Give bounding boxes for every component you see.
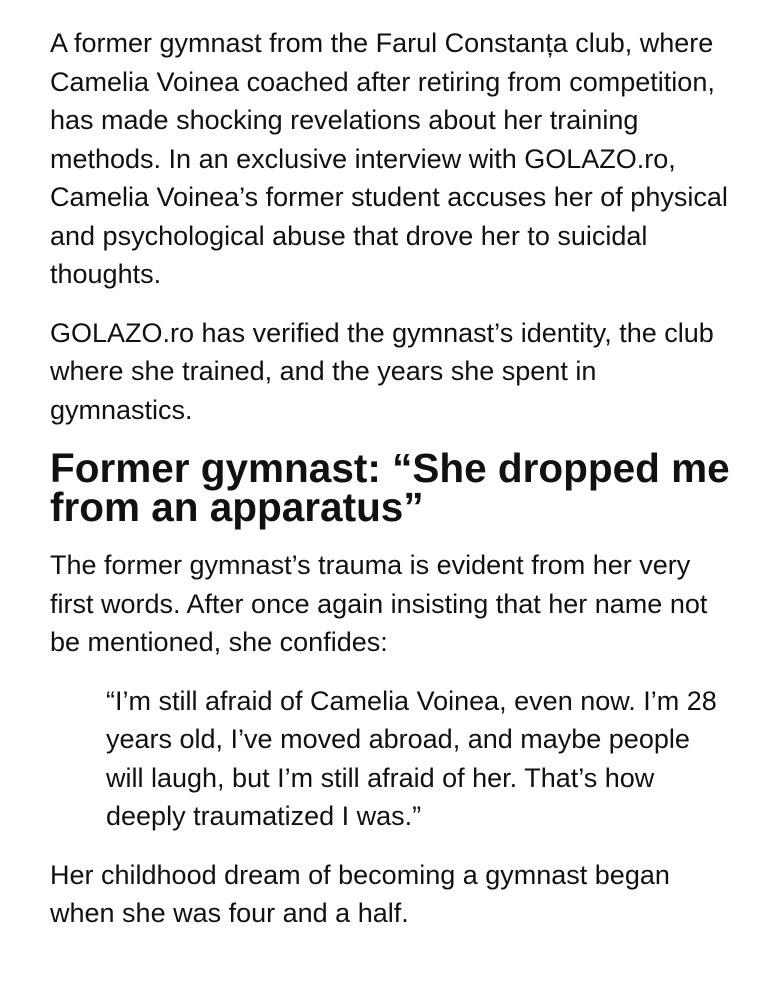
paragraph-trauma: The former gymnast’s trauma is evident from her very first words. After once again insisting that her name not be mentioned, she confides: [50,550,708,657]
paragraph-intro: A former gymnast from the Farul Constanța club, where Camelia Voinea coached after retiring from competition, has made shocking revelations about her training methods. In an exclusive interview with GOLAZO.ro, Camelia Voinea’s former student accuses her of physical and psychological abuse that drove her to suicidal thoughts. [50,28,728,289]
section-heading: Former gymnast: “She dropped me from an apparatus” [50,445,730,530]
paragraph-verification: GOLAZO.ro has verified the gymnast’s identity, the club where she trained, and the years she spent in gymnastics. [50,317,714,425]
block-quote: “I’m still afraid of Camelia Voinea, even now. I’m 28 years old, I’ve moved abroad, and maybe people will laugh, but I’m still afraid of her. That’s how deeply traumatized I was.” [106,685,717,831]
article-body [50,24,730,953]
paragraph-closing: Her childhood dream of becoming a gymnast began when she was four and a half. [50,859,670,928]
